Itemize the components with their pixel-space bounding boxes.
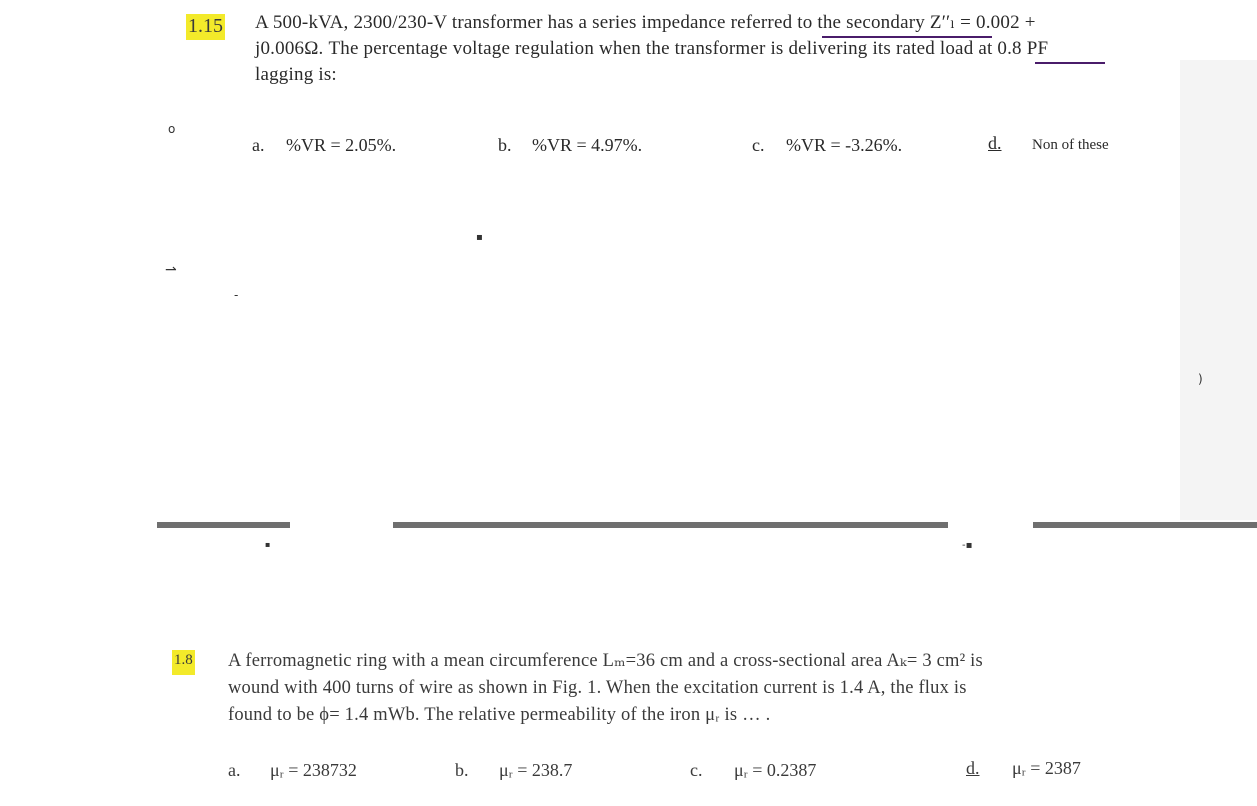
question-1-option-a: a. %VR = 2.05%. [252,135,397,155]
question-1-line-3: lagging is: [255,64,337,85]
question-2-option-c: c. μᵣ = 0.2387 [690,760,817,780]
stray-mark: - [234,288,239,302]
question-2-option-d: d. μᵣ = 2387 [966,758,1081,778]
question-number-highlight: 1.8 [172,650,195,675]
divider-line [1033,522,1257,528]
question-1-line-2: j0.006Ω. The percentage voltage regulation when the transformer is delivering its rated load at 0.8 PF [255,38,1049,59]
question-2-text [228,648,1178,729]
question-2-line-3: found to be ϕ= 1.4 mWb. The relative permeability of the iron μᵣ is … . [228,705,771,725]
question-1-option-d: d. Non of these [988,133,1109,153]
stray-mark: ▪ [265,540,271,549]
question-1-option-c: c. %VR = -3.26%. [752,135,903,155]
question-2-line-2: wound with 400 turns of wire as shown in Fig. 1. When the excitation current is 1.4 A, the flux is [228,678,967,698]
question-1-text [255,10,1195,88]
divider-line [393,522,948,528]
margin-dot: o [168,122,176,136]
pen-underline [822,36,992,38]
stray-mark: -▪ [962,540,973,551]
question-number-highlight: 1.15 [186,14,225,40]
divider-line [157,522,290,528]
question-1-option-b: b. %VR = 4.97%. [498,135,643,155]
question-2-line-1: A ferromagnetic ring with a mean circumference Lₘ=36 cm and a cross-sectional area Aₖ= 3 cm² is [228,651,983,671]
stray-mark: ▪ [476,232,483,243]
pen-underline [1035,62,1105,64]
question-1-line-1: A 500-kVA, 2300/230-V transformer has a series impedance referred to the secondary Z′′ₗ = 0.002 + [255,12,1036,33]
question-2-option-b: b. μᵣ = 238.7 [455,760,573,780]
scan-shadow [1180,60,1257,520]
stray-mark: ⇀ [165,262,177,278]
stray-mark: ) [1198,372,1203,386]
question-2-option-a: a. μᵣ = 238732 [228,760,357,780]
answer-mark: d. [988,133,1002,153]
answer-mark: d. [966,758,980,778]
